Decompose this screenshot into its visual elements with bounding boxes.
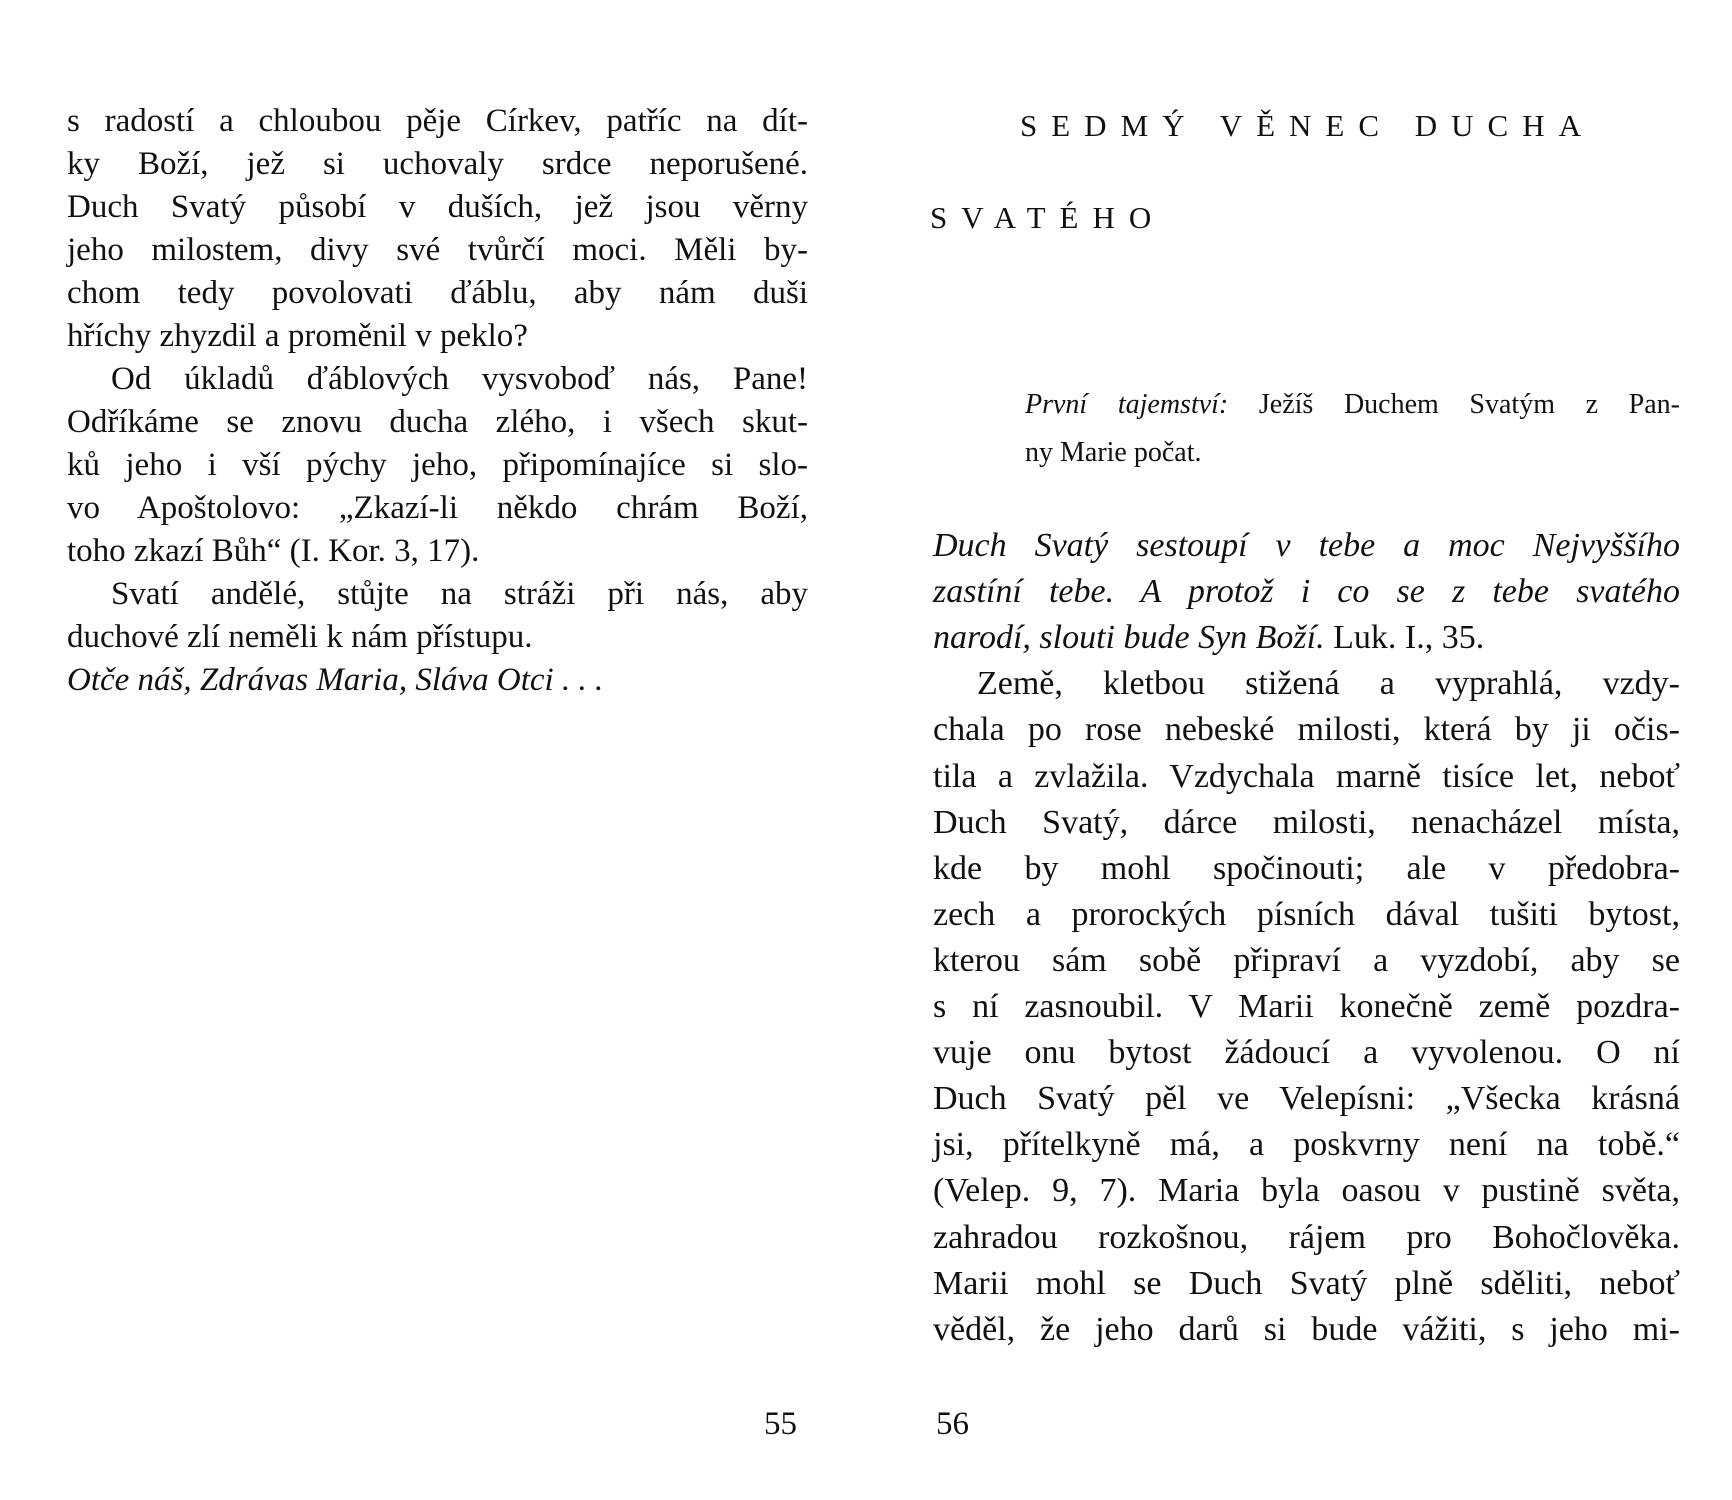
text-line	[933, 1122, 1680, 1168]
text-line	[1025, 381, 1680, 429]
text-segment: Svatí andělé, stůjte na stráži při nás, aby	[111, 576, 808, 612]
text-line	[67, 530, 479, 573]
text-line	[933, 892, 1680, 938]
text-segment: Marii mohl se Duch Svatý plně sděliti, neboť	[933, 1264, 1680, 1302]
text-line	[933, 615, 1484, 661]
text-line	[67, 358, 808, 401]
text-line	[933, 1261, 1680, 1307]
text-segment: Luk. I., 35.	[1324, 619, 1485, 657]
text-line	[933, 569, 1680, 615]
text-segment: s ní zasnoubil. V Marii konečně země pozdra-	[933, 988, 1680, 1025]
page-number-left: 55	[764, 1406, 797, 1442]
text-line	[67, 315, 528, 358]
italic-text: Otče náš, Zdrávas Maria, Sláva Otci . . .	[67, 662, 604, 698]
text-line	[933, 754, 1680, 800]
text-line	[933, 1076, 1680, 1122]
text-segment: (Velep. 9, 7). Maria byla oasou v pustině světa,	[933, 1172, 1680, 1210]
text-segment: věděl, že jeho darů si bude vážiti, s jeho mi-	[933, 1310, 1680, 1348]
chapter-heading-line2: SVATÉHO	[930, 200, 1166, 235]
text-line	[67, 616, 533, 659]
text-segment: vuje onu bytost žádoucí a vyvolenou. O ní	[933, 1034, 1680, 1072]
text-segment: Země, kletbou stižená a vyprahlá, vzdy-	[977, 665, 1680, 703]
text-segment: jeho milostem, divy své tvůrčí moci. Měli by-	[67, 232, 808, 268]
text-segment: ků jeho i vší pýchy jeho, připomínajíce si slo-	[67, 447, 808, 483]
text-segment: hříchy zhyzdil a proměnil v peklo?	[67, 318, 528, 354]
text-line	[67, 272, 808, 315]
text-line	[933, 523, 1680, 569]
text-segment: ny Marie počat.	[1025, 437, 1202, 468]
text-segment: Duch Svatý působí v duších, jež jsou věrny	[67, 189, 808, 225]
text-segment: zech a prorockých písních dával tušiti bytost,	[933, 895, 1680, 933]
text-segment: s radostí a chloubou pěje Církev, patříc na dít-	[67, 103, 808, 139]
text-segment: kde by mohl spočinouti; ale v předobra-	[933, 849, 1680, 887]
text-line	[67, 229, 808, 272]
text-segment: toho zkazí Bůh“ (I. Kor. 3, 17).	[67, 533, 480, 569]
text-line	[67, 444, 808, 487]
text-line	[933, 661, 1680, 707]
italic-text: První tajemství:	[1025, 389, 1259, 420]
text-line	[67, 487, 808, 530]
text-segment: ky Boží, jež si uchovaly srdce neporušené.	[67, 146, 808, 182]
italic-text: narodí, slouti bude Syn Boží.	[933, 619, 1325, 657]
text-segment: Odříkáme se znovu ducha zlého, i všech skut-	[67, 404, 808, 440]
text-segment: Ježíš Duchem Svatým z Pan-	[1258, 389, 1681, 420]
text-segment: kterou sám sobě připraví a vyzdobí, aby se	[933, 941, 1680, 979]
text-line	[933, 1168, 1680, 1214]
text-line	[67, 401, 808, 444]
chapter-heading-line1: SEDMÝ VĚNEC DUCHA	[1020, 108, 1596, 143]
text-segment: duchové zlí neměli k nám přístupu.	[67, 619, 533, 655]
text-line	[67, 100, 808, 143]
text-line	[933, 1215, 1680, 1261]
italic-text: Duch Svatý sestoupí v tebe a moc Nejvyššího	[933, 527, 1680, 564]
text-segment: Od úkladů ďáblových vysvoboď nás, Pane!	[111, 361, 808, 397]
text-line	[67, 143, 808, 186]
text-segment: Duch Svatý pěl ve Velepísni: „Všecka krásná	[933, 1080, 1680, 1118]
text-line	[933, 984, 1680, 1030]
italic-text: zastíní tebe. A protož i co se z tebe svatého	[933, 573, 1680, 611]
page-number-right: 56	[936, 1406, 969, 1442]
text-segment: jsi, přítelkyně má, a poskvrny není na tobě.“	[933, 1126, 1680, 1164]
text-line	[1025, 429, 1202, 477]
text-line	[933, 1307, 1680, 1353]
text-segment: Duch Svatý, dárce milosti, nenacházel místa,	[933, 803, 1680, 841]
text-line	[933, 800, 1680, 846]
text-segment: tila a zvlažila. Vzdychala marně tisíce let, neboť	[933, 757, 1680, 795]
text-line	[933, 938, 1680, 984]
text-segment: vo Apoštolovo: „Zkazí-li někdo chrám Boží,	[67, 490, 808, 526]
text-line	[933, 846, 1680, 892]
text-line	[67, 186, 808, 229]
text-line	[933, 1030, 1680, 1076]
text-segment: chom tedy povolovati ďáblu, aby nám duši	[67, 275, 808, 311]
text-segment: chala po rose nebeské milosti, která by ji očis-	[933, 711, 1680, 749]
text-line	[933, 707, 1680, 753]
text-segment: zahradou rozkošnou, rájem pro Bohočlověka.	[933, 1218, 1680, 1256]
text-line	[67, 573, 808, 616]
text-line	[67, 659, 603, 702]
